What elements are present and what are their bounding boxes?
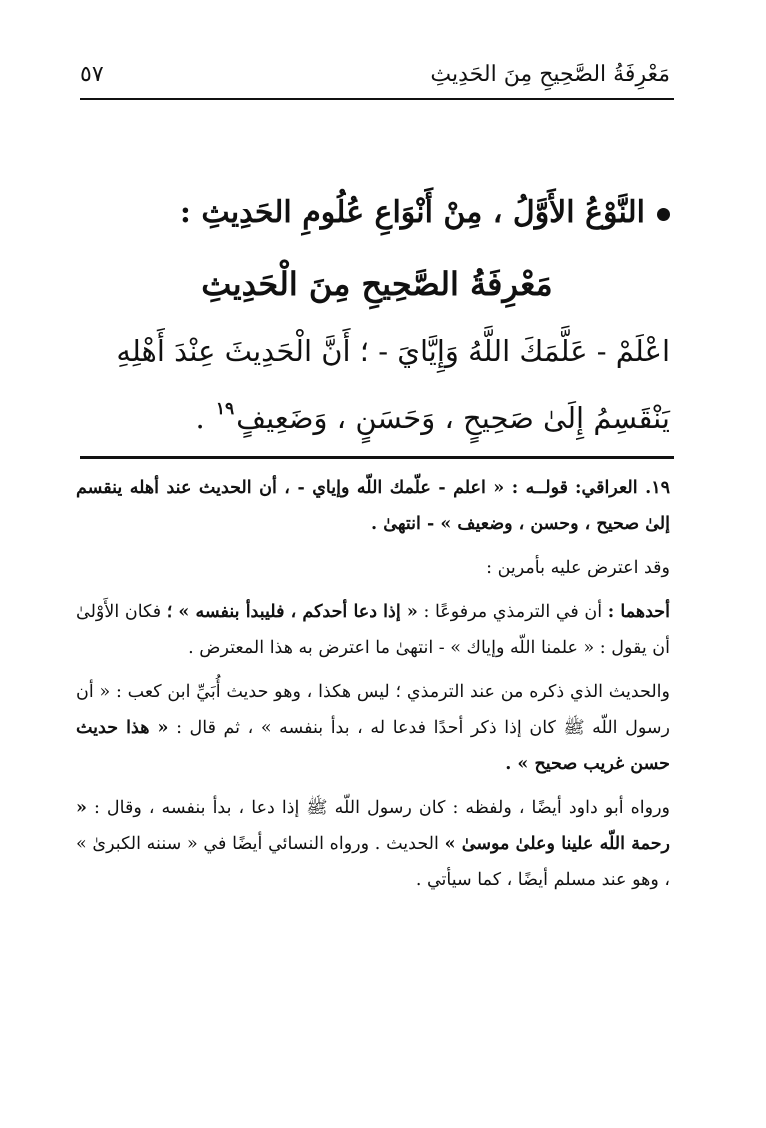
footnote-paragraph-3 xyxy=(76,594,670,666)
header-rule xyxy=(80,98,674,100)
footnote-label: ١٩. العراقي: xyxy=(575,478,670,498)
footnote-quote: « إذا دعا أحدكم ، فليبدأ بنفسه » ؛ xyxy=(166,602,418,622)
footnote-paragraph-2 xyxy=(76,550,670,586)
running-title: مَعْرِفَةُ الصَّحِيحِ مِنَ الحَدِيثِ xyxy=(430,62,670,87)
footnote-text: ورواه أبو داود أيضًا ، ولفظه : كان رسول اللّه ﷺ إذا دعا ، بدأ بنفسه ، وقال : xyxy=(93,798,670,818)
footnote-reference[interactable]: ١٩ xyxy=(215,399,235,419)
footnote-area xyxy=(76,470,670,906)
footnote-text: الحديث . ورواه النسائي أيضًا في « سننه الكبرىٰ » ، وهو عند مسلم أيضًا ، كما سيأتي . xyxy=(76,834,670,890)
footnote-text: أن في الترمذي مرفوعًا : xyxy=(423,602,603,622)
page-number: ٥٧ xyxy=(80,62,104,87)
chapter-heading-text: النَّوْعُ الأَوَّلُ ، مِنْ أَنْوَاعِ عُلُومِ الحَدِيثِ : xyxy=(179,195,645,230)
footnote-separator xyxy=(80,456,674,459)
main-text-body: اعْلَمْ - عَلَّمَكَ اللَّهُ وَإِيَّايَ - ؛ أَنَّ الْحَدِيثَ عِنْدَ أَهْلِهِ يَنْقَسِمُ إِلَىٰ صَحِيحٍ ، وَحَسَنٍ ، وَضَعِيفٍ xyxy=(116,334,670,435)
footnote-text: فكان الأَوْلىٰ أن يقول : « علمنا اللّه وإياك » - انتهىٰ ما اعترض به هذا المعترض . xyxy=(76,602,670,658)
footnote-text: وقد اعترض عليه بأمرين : xyxy=(486,558,670,578)
footnote-paragraph-4 xyxy=(76,674,670,782)
footnote-paragraph-1 xyxy=(76,470,670,542)
footnote-quote: « هذا حديث حسن غريب صحيح » . xyxy=(76,718,670,774)
footnote-label: أحدهما : xyxy=(607,602,670,622)
bullet-icon xyxy=(657,208,670,221)
footnote-paragraph-5 xyxy=(76,790,670,898)
footnote-text: قولــه : « اعلم - علّمك اللّه وإياي - ، أن الحديث عند أهله ينقسم إلىٰ صحيح ، وحسن ، وضعيف » - انتهىٰ . xyxy=(76,478,670,534)
footnote-text: والحديث الذي ذكره من عند الترمذي ؛ ليس هكذا ، وهو حديث أُبَيِّ ابن كعب : « أن رسول اللّه ﷺ كان إذا ذكر أحدًا فدعا له ، بدأ بنفسه » ، ثم قال : xyxy=(76,682,670,738)
main-text-end: . xyxy=(195,401,205,435)
chapter-heading xyxy=(78,188,670,238)
footnote-quote: « رحمة اللّه علينا وعلىٰ موسىٰ » xyxy=(76,798,670,854)
chapter-subheading: مَعْرِفَةُ الصَّحِيحِ مِنَ الْحَدِيثِ xyxy=(201,265,553,303)
main-text xyxy=(76,322,670,447)
